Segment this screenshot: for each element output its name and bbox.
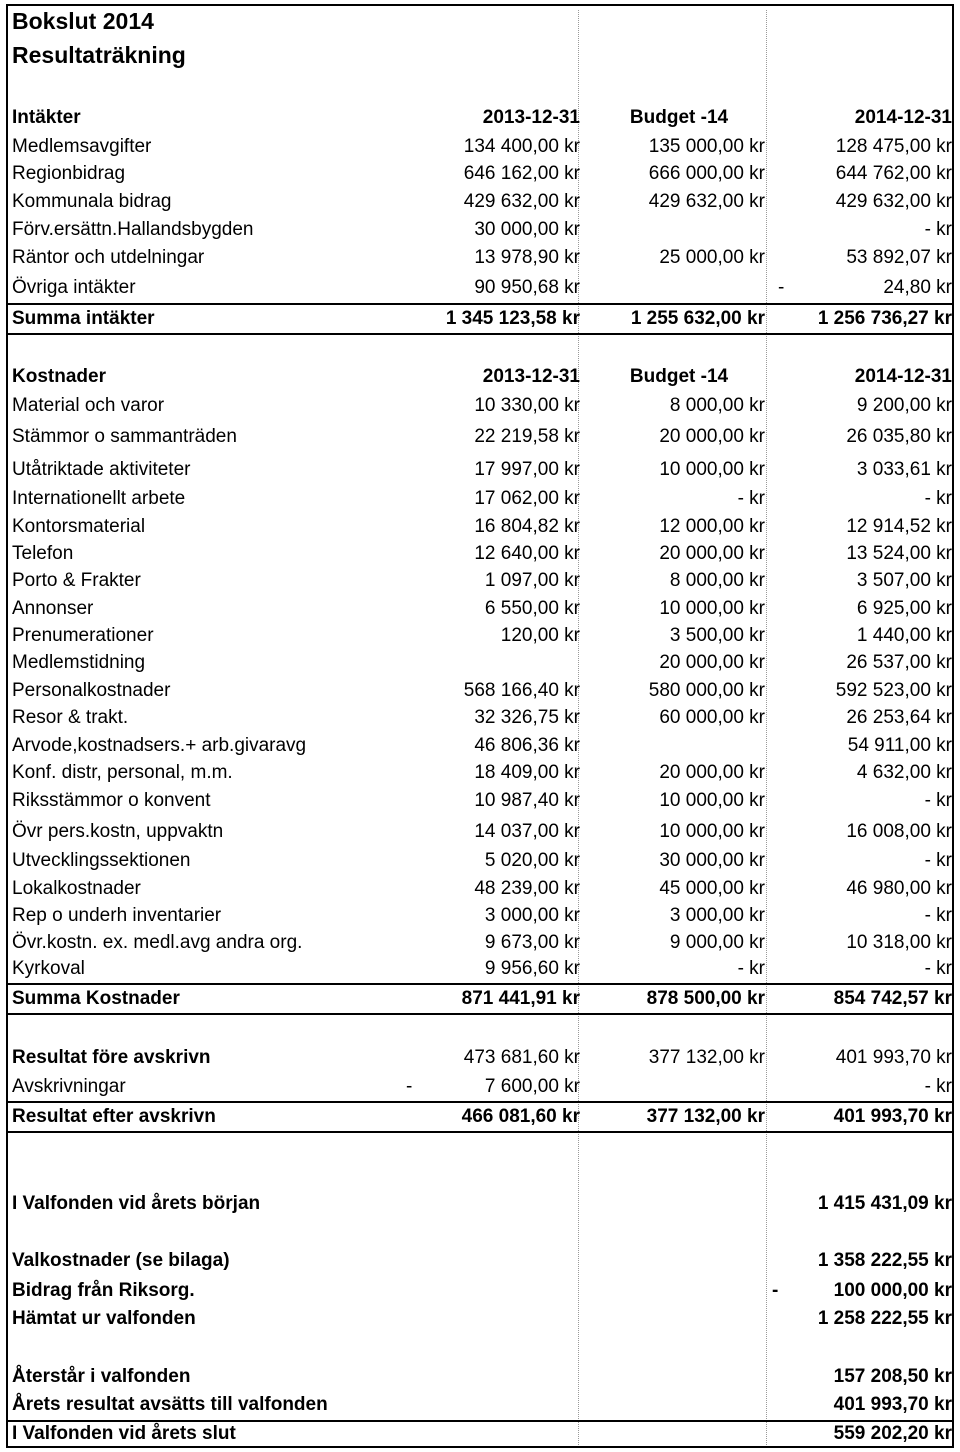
row-label: Resultat efter avskrivn — [12, 1106, 216, 1127]
row-label: I Valfonden vid årets början — [12, 1193, 261, 1214]
income-row — [8, 160, 954, 188]
row-col2: - kr — [737, 958, 765, 979]
row-col3: 3 033,61 kr — [856, 459, 952, 480]
row-col1: 3 000,00 kr — [484, 905, 580, 926]
row-col3: 128 475,00 kr — [835, 136, 952, 157]
row-label: Konf. distr, personal, m.m. — [12, 762, 233, 783]
sum-col3: 854 742,57 kr — [833, 988, 952, 1009]
row-col3: 401 993,70 kr — [833, 1106, 952, 1127]
row-col3: - kr — [924, 905, 952, 926]
row-col1: 10 330,00 kr — [474, 395, 580, 416]
row-col2: 135 000,00 kr — [648, 136, 765, 157]
row-label: Medlemsavgifter — [12, 136, 152, 157]
cost-row — [8, 540, 954, 568]
row-col2: 8 000,00 kr — [669, 570, 765, 591]
row-col2: 20 000,00 kr — [659, 543, 765, 564]
sum-col2: 878 500,00 kr — [646, 988, 765, 1009]
row-col2: 10 000,00 kr — [659, 790, 765, 811]
row-col3: 46 980,00 kr — [846, 878, 952, 899]
fund-end-rule — [8, 1420, 954, 1422]
row-col1: 6 550,00 kr — [484, 598, 580, 619]
row-col2: 377 132,00 kr — [646, 1106, 765, 1127]
row-label: Kommunala bidrag — [12, 191, 172, 212]
cost-row — [8, 902, 954, 930]
row-label: Telefon — [12, 543, 74, 564]
row-col2: 8 000,00 kr — [669, 395, 765, 416]
row-col1: 17 062,00 kr — [474, 488, 580, 509]
income-sum-row — [8, 303, 954, 335]
row-col1: 5 020,00 kr — [484, 850, 580, 871]
cost-row — [8, 955, 954, 983]
row-col3: - kr — [924, 790, 952, 811]
income-header-col3: 2014-12-31 — [854, 107, 952, 128]
fund-costs-row — [8, 1247, 954, 1275]
row-label: Övriga intäkter — [12, 277, 136, 298]
cost-row — [8, 513, 954, 541]
sum-col3: 1 256 736,27 kr — [817, 308, 952, 329]
row-value: 100 000,00 kr — [833, 1280, 952, 1301]
row-col2: - — [778, 277, 785, 298]
row-col3: - kr — [924, 488, 952, 509]
row-col3: 4 632,00 kr — [856, 762, 952, 783]
row-label: Regionbidrag — [12, 163, 126, 184]
costs-header-col2: Budget -14 — [629, 366, 729, 387]
income-row — [8, 244, 954, 272]
row-value: 401 993,70 kr — [833, 1394, 952, 1415]
cost-row — [8, 704, 954, 732]
row-label: Utvecklingssektionen — [12, 850, 191, 871]
row-label: Utåtriktade aktiviteter — [12, 459, 191, 480]
row-col1: 14 037,00 kr — [474, 821, 580, 842]
cost-row — [8, 649, 954, 677]
cost-row — [8, 485, 954, 513]
row-col1: 120,00 kr — [500, 625, 580, 646]
row-col3: 16 008,00 kr — [846, 821, 952, 842]
row-col1: 134 400,00 kr — [463, 136, 580, 157]
row-col3: 54 911,00 kr — [847, 735, 952, 756]
income-row — [8, 216, 954, 244]
row-col1: 473 681,60 kr — [463, 1047, 580, 1068]
cost-row — [8, 392, 954, 420]
fund-start-row — [8, 1190, 954, 1218]
row-col3: 24,80 kr — [883, 277, 952, 298]
costs-header-col3: 2014-12-31 — [854, 366, 952, 387]
minus-sign: - — [406, 1076, 413, 1097]
row-col1: 9 956,60 kr — [484, 958, 580, 979]
row-col3: 13 524,00 kr — [846, 543, 952, 564]
row-label: Medlemstidning — [12, 652, 146, 673]
row-label: Bidrag från Riksorg. — [12, 1280, 195, 1301]
row-label: Valkostnader (se bilaga) — [12, 1250, 230, 1271]
row-col2: 9 000,00 kr — [669, 932, 765, 953]
sum-label: Summa intäkter — [12, 308, 155, 329]
row-col2: 45 000,00 kr — [659, 878, 765, 899]
cost-row — [8, 875, 954, 903]
minus-sign: - — [772, 1280, 779, 1301]
row-col2 — [593, 216, 765, 244]
row-col3: 53 892,07 kr — [846, 247, 952, 268]
costs-sum-row — [8, 983, 954, 1015]
row-col1: 1 097,00 kr — [484, 570, 580, 591]
row-col1: 46 806,36 kr — [474, 735, 580, 756]
row-col1: 48 239,00 kr — [474, 878, 580, 899]
row-col3: 9 200,00 kr — [856, 395, 952, 416]
cost-row — [8, 456, 954, 484]
row-col1: 13 978,90 kr — [474, 247, 580, 268]
row-col1: 429 632,00 kr — [463, 191, 580, 212]
row-label: Rep o underh inventarier — [12, 905, 222, 926]
sum-col2: 1 255 632,00 kr — [630, 308, 765, 329]
costs-header-row — [8, 363, 954, 391]
row-label: Arvode,kostnadsers.+ arb.givaravg — [12, 735, 307, 756]
document-subtitle: Resultaträkning — [12, 42, 186, 68]
cost-row — [8, 759, 954, 787]
row-col1: 30 000,00 kr — [474, 219, 580, 240]
cost-row — [8, 567, 954, 595]
row-col2 — [593, 732, 765, 760]
cost-row — [8, 818, 954, 846]
row-label: Lokalkostnader — [12, 878, 141, 899]
row-col1: 9 673,00 kr — [484, 932, 580, 953]
row-value: 157 208,50 kr — [833, 1366, 952, 1387]
row-label: Kyrkoval — [12, 958, 85, 979]
row-col1: 18 409,00 kr — [474, 762, 580, 783]
row-col2: 10 000,00 kr — [659, 459, 765, 480]
costs-header-label: Kostnader — [12, 366, 106, 387]
row-label: Återstår i valfonden — [12, 1366, 191, 1387]
row-value: 1 258 222,55 kr — [817, 1308, 952, 1329]
row-col2: 377 132,00 kr — [648, 1047, 765, 1068]
cost-row — [8, 787, 954, 815]
row-col1: 16 804,82 kr — [474, 516, 580, 537]
row-label: Räntor och utdelningar — [12, 247, 205, 268]
row-col3: - kr — [924, 958, 952, 979]
row-label: Annonser — [12, 598, 94, 619]
row-col1: 90 950,68 kr — [474, 277, 580, 298]
row-col2: 25 000,00 kr — [659, 247, 765, 268]
sum-col1: 871 441,91 kr — [461, 988, 580, 1009]
cost-row — [8, 677, 954, 705]
row-col3: 1 440,00 kr — [856, 625, 952, 646]
fund-added-row — [8, 1391, 954, 1419]
row-col1: 7 600,00 kr — [484, 1076, 580, 1097]
row-col2: 10 000,00 kr — [659, 821, 765, 842]
cost-row — [8, 847, 954, 875]
row-col3: 644 762,00 kr — [835, 163, 952, 184]
row-col3: 26 253,64 kr — [846, 707, 952, 728]
depreciation-row — [8, 1073, 954, 1101]
row-col3: 401 993,70 kr — [835, 1047, 952, 1068]
row-col3: 3 507,00 kr — [856, 570, 952, 591]
income-header-label: Intäkter — [12, 107, 81, 128]
row-col3: 6 925,00 kr — [856, 598, 952, 619]
row-value: 1 415 431,09 kr — [817, 1193, 952, 1214]
income-row — [8, 133, 954, 161]
row-label: Personalkostnader — [12, 680, 171, 701]
row-col1: 568 166,40 kr — [463, 680, 580, 701]
result-after-row — [8, 1101, 954, 1133]
row-col2: 60 000,00 kr — [659, 707, 765, 728]
row-value: 1 358 222,55 kr — [817, 1250, 952, 1271]
row-col1: 10 987,40 kr — [474, 790, 580, 811]
row-col2: 20 000,00 kr — [659, 426, 765, 447]
row-label: Material och varor — [12, 395, 165, 416]
row-label: Kontorsmaterial — [12, 516, 146, 537]
sum-col1: 1 345 123,58 kr — [445, 308, 580, 329]
row-label: Avskrivningar — [12, 1076, 126, 1097]
cost-row — [8, 423, 954, 451]
row-label: Övr pers.kostn, uppvaktn — [12, 821, 224, 842]
row-col2: 20 000,00 kr — [659, 652, 765, 673]
fund-grant-row — [8, 1277, 954, 1305]
row-col2: 666 000,00 kr — [648, 163, 765, 184]
row-label: Resultat före avskrivn — [12, 1047, 211, 1068]
document-title: Bokslut 2014 — [12, 8, 154, 34]
row-value: 559 202,20 kr — [833, 1423, 952, 1444]
row-label: Förv.ersättn.Hallandsbygden — [12, 219, 254, 240]
fund-taken-row — [8, 1305, 954, 1333]
result-before-row — [8, 1044, 954, 1072]
sum-label: Summa Kostnader — [12, 988, 180, 1009]
fund-remaining-row — [8, 1363, 954, 1391]
costs-header-col1: 2013-12-31 — [482, 366, 580, 387]
row-col1: 22 219,58 kr — [474, 426, 580, 447]
row-col2: - kr — [737, 488, 765, 509]
row-col3: - kr — [924, 850, 952, 871]
cost-row — [8, 622, 954, 650]
row-col3: 10 318,00 kr — [846, 932, 952, 953]
row-label: Övr.kostn. ex. medl.avg andra org. — [12, 932, 303, 953]
row-col2: 3 500,00 kr — [669, 625, 765, 646]
row-label: Hämtat ur valfonden — [12, 1308, 196, 1329]
cost-row — [8, 732, 954, 760]
row-col2: 30 000,00 kr — [659, 850, 765, 871]
row-col1: 646 162,00 kr — [463, 163, 580, 184]
cost-row — [8, 595, 954, 623]
row-col3: 26 537,00 kr — [846, 652, 952, 673]
row-col1: 12 640,00 kr — [474, 543, 580, 564]
row-label: Internationellt arbete — [12, 488, 186, 509]
row-label: I Valfonden vid årets slut — [12, 1423, 236, 1444]
fund-end-row — [8, 1420, 954, 1446]
row-label: Resor & trakt. — [12, 707, 129, 728]
row-label: Stämmor o sammanträden — [12, 426, 237, 447]
row-col2: 20 000,00 kr — [659, 762, 765, 783]
row-col3: - kr — [924, 219, 952, 240]
row-col3: - kr — [924, 1076, 952, 1097]
row-col2: 3 000,00 kr — [669, 905, 765, 926]
income-row — [8, 274, 954, 302]
row-label: Årets resultat avsätts till valfonden — [12, 1394, 328, 1415]
income-header-col1: 2013-12-31 — [482, 107, 580, 128]
row-col1 — [398, 649, 580, 677]
row-col1: 32 326,75 kr — [474, 707, 580, 728]
income-header-col2: Budget -14 — [629, 107, 729, 128]
row-col3: 429 632,00 kr — [835, 191, 952, 212]
row-label: Prenumerationer — [12, 625, 154, 646]
row-col1: 466 081,60 kr — [461, 1106, 580, 1127]
row-col2: 580 000,00 kr — [648, 680, 765, 701]
row-col2 — [593, 1073, 765, 1101]
row-col2: 429 632,00 kr — [648, 191, 765, 212]
income-row — [8, 188, 954, 216]
row-label: Porto & Frakter — [12, 570, 141, 591]
row-col2: 10 000,00 kr — [659, 598, 765, 619]
row-col3: 12 914,52 kr — [846, 516, 952, 537]
row-col2: 12 000,00 kr — [659, 516, 765, 537]
row-label: Riksstämmor o konvent — [12, 790, 211, 811]
cost-row — [8, 929, 954, 957]
row-col3: 592 523,00 kr — [835, 680, 952, 701]
row-col3: 26 035,80 kr — [846, 426, 952, 447]
income-header-row — [8, 104, 954, 132]
row-col1: 17 997,00 kr — [474, 459, 580, 480]
